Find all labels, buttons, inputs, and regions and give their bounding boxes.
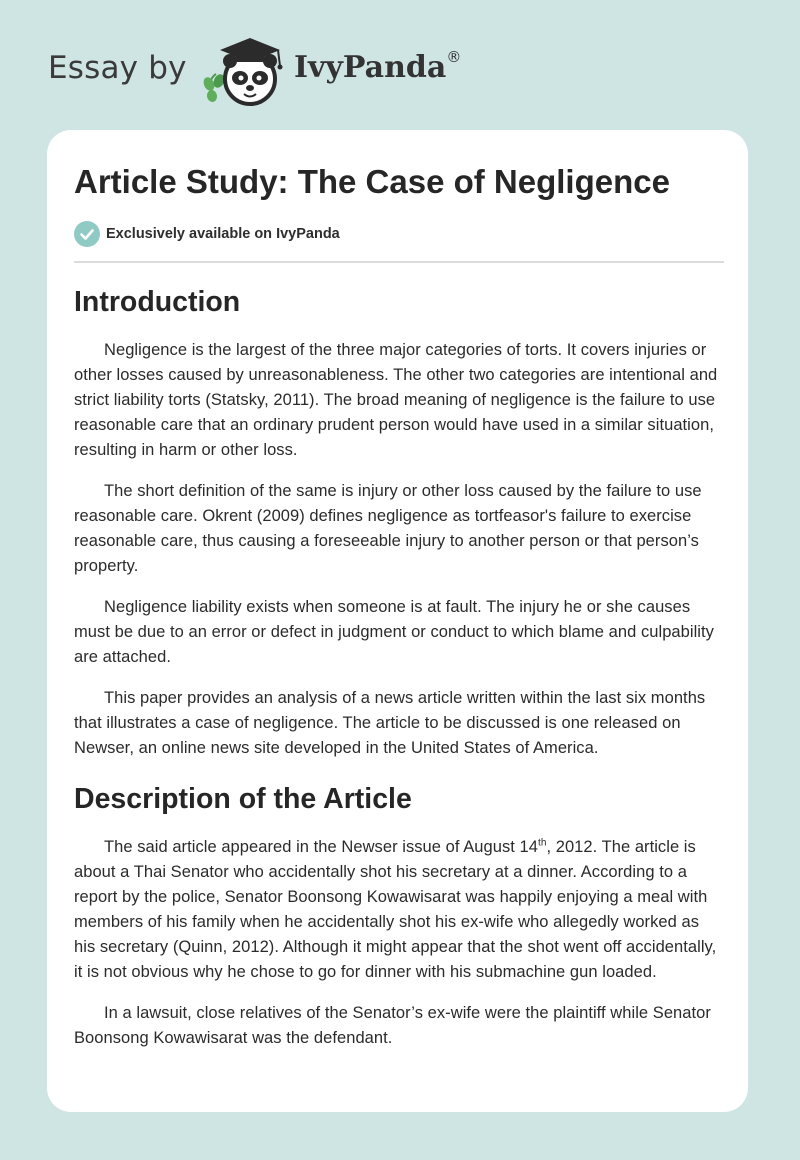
paragraph-text: , 2012. The article is about a Thai Senator who accidentally shot his secretary at a dinner. According to a report by the police, Senator Boonsong Kowawisarat was happily enjoying a meal with members of his family when he accidentally shot his ex-wife who allegedly worked as his secretary (Quinn, 2012). Although it might appear that the shot went off accidentally, it is not obvious why he chose to go for dinner with his submachine gun loaded. [74,838,717,981]
section-heading-introduction: Introduction [74,286,241,318]
exclusive-badge-text: Exclusively available on IvyPanda [106,226,340,242]
paragraph: This paper provides an analysis of a news article written within the last six months that illustrates a case of negligence. The article to be discussed is one released on Newser, an online news site developed in the United States of America. [74,689,706,757]
paragraph: Negligence is the largest of the three major categories of torts. It covers injuries or other losses caused by unreasonableness. The other two categories are intentional and strict liability torts (Statsky, 2011). The broad meaning of negligence is the failure to use reasonable care that an ordinary prudent person would have used in a similar situation, resulting in harm or other loss. [74,341,718,459]
site-header [0,0,800,130]
paragraph [74,835,724,985]
check-circle-icon [74,221,100,247]
paragraph: In a lawsuit, close relatives of the Senator’s ex-wife were the plaintiff while Senator Boonsong Kowawisarat was the defendant. [74,1004,711,1047]
registered-mark: ® [446,48,462,66]
brand-name[interactable] [294,50,461,85]
panda-graduate-icon[interactable] [200,34,292,110]
date-ordinal: th [538,837,547,849]
article-card [47,130,748,1112]
section-heading-description: Description of the Article [74,783,412,815]
paragraph: The short definition of the same is injury or other loss caused by the failure to use reasonable care. Okrent (2009) defines negligence as tortfeasor's failure to exercise reasonable care, thus causing a foreseeable injury to another person or that person’s property. [74,482,702,575]
essay-by-label: Essay by [48,50,187,86]
paragraph-text: The said article appeared in the Newser issue of August 14 [104,838,538,856]
page-title: Article Study: The Case of Negligence [74,163,670,200]
brand-text: IvyPanda [294,50,447,85]
paragraph: Negligence liability exists when someone is at fault. The injury he or she causes must be due to an error or defect in judgment or conduct to which blame and culpability are attached. [74,598,714,666]
exclusive-badge [74,221,340,247]
title-divider [74,261,724,263]
article-body [74,280,724,1067]
